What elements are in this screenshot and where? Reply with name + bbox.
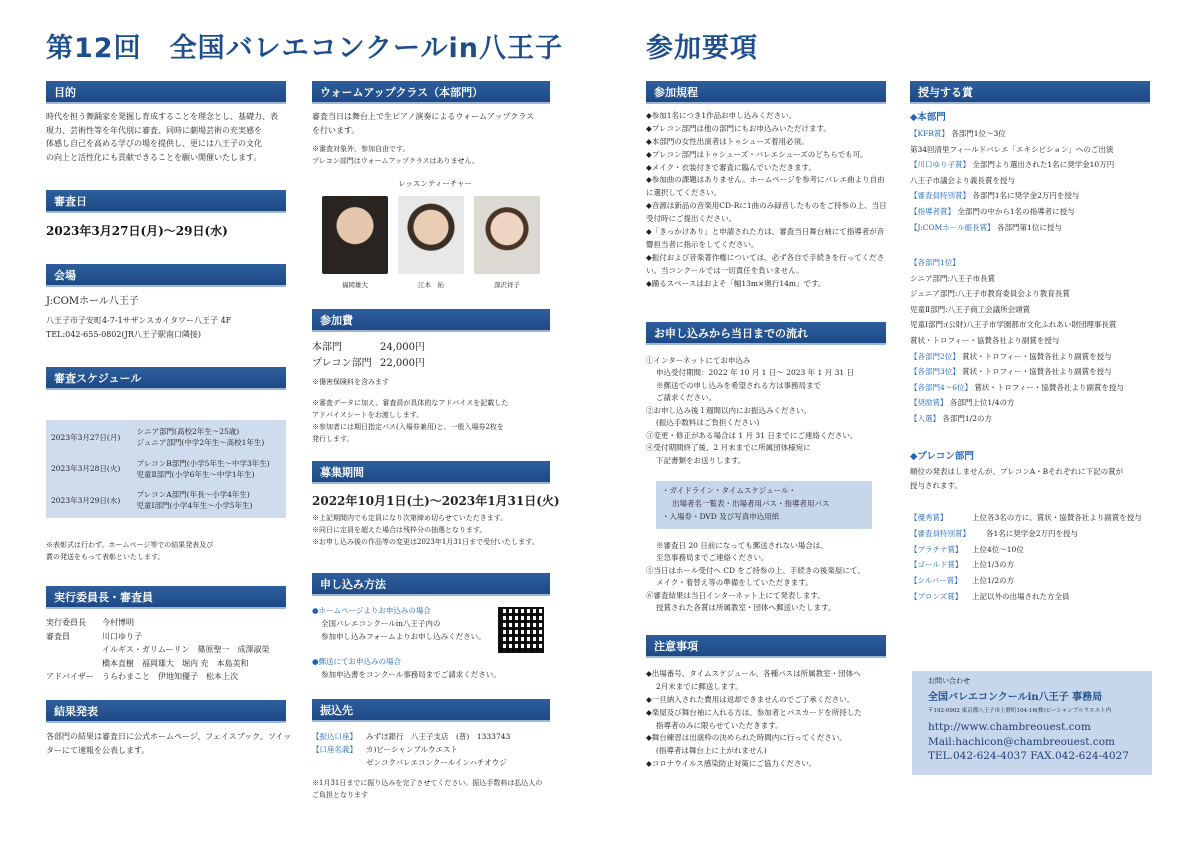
- heading-iin: 実行委員長・審査員: [46, 586, 286, 609]
- apply-post: ●郵送にてお申込みの場合 参加申込書をコンクール事務局までご請求ください。: [312, 657, 501, 679]
- contact-org: 全国バレエコンクールin八王子 事務局: [928, 692, 1103, 703]
- page-title: 第12回 全国バレエコンクールin八王子: [46, 33, 563, 64]
- awards-main-list: 【KFB賞】 各部門1位～3位 第34回清里フィールドバレエ「エキシビション」へのご出演 【川口ゆり子賞】 全部門より選出された1名に奨学金10万円 八王子市議会より義長賞を授与 【審査員特別賞】 各部門1名に奨学金2万円を授与 【指導者賞】 全部門の中から1名の指導者に授与 【J:COMホール館長賞】 各部門第1位に授与: [910, 129, 1115, 232]
- teacher-photo: [322, 196, 388, 274]
- qr-code[interactable]: [498, 607, 544, 653]
- boshu-period: 2022年10月1日(土)～2023年1月31日(火): [312, 494, 560, 508]
- contact-details: [928, 720, 1129, 764]
- heading-kaijo: 会場: [46, 264, 286, 287]
- heading-kitei: 参加規程: [646, 81, 886, 104]
- teacher-name: 江本 拓: [418, 281, 444, 289]
- contact-url[interactable]: http://www.chambreouest.com: [928, 721, 1091, 733]
- heading-sankahi: 参加費: [312, 309, 550, 332]
- committee-list: 実行委員長 今村博明 審査員 川口ゆり子 イルギス・ガリムーリン 篠原聖一 成澤淑榮 橋本直樹 福岡雄大 堀内 充 本島美和 アドバイザー うらわまこと 伊地知優子 松本上次: [46, 618, 270, 682]
- teacher-photo: [474, 196, 540, 274]
- heading-nagare: お申し込みから当日までの流れ: [646, 322, 886, 345]
- heading-awards: 授与する賞: [910, 81, 1150, 104]
- teacher-name: 深沢祥子: [494, 281, 520, 289]
- section-title: 参加要項: [646, 33, 758, 64]
- apply-web: ●ホームページよりお申込みの場合 全国バレエコンクールin八王子内の 参加申し込みフォームよりお申し込みください。: [312, 606, 486, 641]
- venue-name: J:COMホール八王子: [46, 296, 139, 307]
- table-row: 2023年3月29日(水) プレコンA部門(年長～小学4年生) 児童Ⅰ部門(小学4年生～小学5年生): [51, 490, 253, 511]
- awards-pre-list: 【優秀賞】 上位各3名の方に、賞状・協賛各社より副賞を授与 【審査員特別賞】 各1名に奨学金2万円を授与 【プラチナ賞】 上位4位～10位 【ゴールド賞】 上位1/3の方 【シルバー賞】 上位1/2の方 【ブロンズ賞】 上記以外の出場された方全員: [910, 513, 1142, 601]
- bank-info: 【振込口座】 みずほ銀行 八王子支店 (普) 1333743 【口座名義】 カ)ビーシャンブルウエスト ゼンコクバレエコンクールインハチオウジ: [312, 732, 511, 767]
- heading-furikomi: 振込先: [312, 699, 550, 722]
- warmup-notes: ※審査対象外、参加自由です。 プレコン部門はウォームアップクラスはありません。: [312, 145, 479, 165]
- contact-label: お問い合わせ: [928, 677, 970, 685]
- heading-moushikomi: 申し込み方法: [312, 573, 550, 596]
- schedule-table: [46, 420, 286, 518]
- docs-list: ・ガイドライン・タイムスケジュール・ 出場者名一覧表・出場者用パス・指導者用パス ・入場券・DVD 及び写真申込用紙: [662, 486, 830, 521]
- table-row: 2023年3月28日(火) プレコンB部門(小学5年生～中学3年生) 児童Ⅱ部門(小学6年生～中学1年生): [46, 455, 286, 484]
- contact-address: 〒192-0902 東京都八王子市上野町104-16(株)ビーシャンブルウエスト内: [928, 708, 1112, 714]
- kekka-text: 各部門の結果は審査日に公式ホームページ、フェイスブック、ツイッ ターにて速報を公表します。: [46, 732, 292, 755]
- kitei-list: ◆参加1名につき1作品お申し込みください。 ◆プレコン部門は他の部門にもお申込みいただけます。 ◆本部門の女性出演者はトゥシューズ着用必須。 ◆プレコン部門はトゥシューズ・バレエシューズのどちらでも可。 ◆メイク・衣装付きで審査に臨んでいただきます。 ◆参加曲の課題はありません。ホームページを参考にバレエ曲より自由に選択してください。 ◆音源は新品の音楽用CD-Rに1曲のみ録音したものをご持参の上、当日受付時にご提出ください。 ◆「きっかけあり」と申請された方は、審査当日舞台袖にて指導者が音響担当者に指示をしてください。 ◆振付および音楽著作権については、必ず各自で手続きを行ってください。当コンクールでは一切責任を負いません。 ◆踊るスペースはおよそ「幅13m×奥行14m」です。: [646, 111, 887, 288]
- heading-schedule: 審査スケジュール: [46, 367, 286, 390]
- fee-note: ※傷害保険料を含みます: [312, 378, 389, 386]
- heading-warmup: ウォームアップクラス（本部門）: [312, 81, 550, 104]
- fee-notes: ※審査データに加え、審査員が具体的なアドバイスを記載した アドバイスシートをお渡しします。 ※参加者には期日指定パス(入場券兼用)と、一般入場券2枚を 発行します。: [312, 399, 509, 443]
- shinsa-date: 2023年3月27日(月)～29日(水): [46, 224, 228, 238]
- awards-pre-text: 順位の発表はしませんが、プレコンA・Bそれぞれに下記の賞が 授与されます。: [910, 467, 1124, 491]
- bank-notes: ※1月31日までに振り込みを完了させてください。振込手数料は払込人の ご負担となります: [312, 779, 543, 799]
- heading-shinsabi: 審査日: [46, 190, 286, 213]
- contact-mail[interactable]: Mail:hachicon@chambreouest.com: [928, 735, 1115, 748]
- warmup-text: 審査当日は舞台上で生ピアノ演奏によるウォームアップクラス を行います。: [312, 112, 534, 135]
- boshu-notes: ※上記期間内でも定員になり次第締め切らせていただきます。 ※同日に定員を超えた場合は残枠分の抽選となります。 ※お申し込み後の作品等の変更は2023年1月31日まで受付いたします。: [312, 514, 539, 546]
- fee-list: 本部門 24,000円 プレコン部門 22,000円: [312, 342, 425, 369]
- heading-mokuteki: 目的: [46, 81, 286, 104]
- teacher-name: 福岡雄大: [342, 281, 368, 289]
- nagare-after: ※審査日 20 日前になっても郵送されない場合は、 至急事務局までご連絡ください。 ⑤当日はホール受付へ CD をご持参の上、手続きの後楽屋にて、 メイク・着替え等の準備をしていただきます。 ⑥審査結果は当日インターネット上にて発表します。 授賞された各賞は所属教室・団体へ郵送いたします。: [646, 541, 865, 613]
- awards-bumon-list: 【各部門1位】 シニア部門:八王子市長賞 ジュニア部門:八王子市教育委員会より教育長賞 児童Ⅱ部門:八王子商工会議所会頭賞 児童Ⅰ部門:(公財)八王子市学園都市文化ふれあい財団理事長賞 賞状・トロフィー・協賛各社より副賞を授与 【各部門2位】 賞状・トロフィー・協賛各社より副賞を授与 【各部門3位】 賞状・トロフィー・協賛各社より副賞を授与 【各部門4～6位】 賞状・トロフィー・協賛各社より副賞を授与 【奨励賞】 各部門上位1/4の方 【入選】 各部門1/2の方: [910, 258, 1124, 423]
- schedule-note: ※表彰式は行わず、ホームページ等での結果発表及び 賞の発送をもって表彰といたします。: [46, 541, 214, 561]
- contact-tel: TEL.042-624-4037 FAX.042-624-4027: [928, 750, 1129, 763]
- chui-list: ◆出場番号、タイムスケジュール、各種パスは所属教室・団体へ 2月末までに郵送します。 ◆一旦納入された費用は返却できませんのでご了承ください。 ◆楽屋及び舞台袖に入れる方は、参加者とパスカードを所持した 指導者のみに限らせていただきます。 ◆舞台練習は出演枠の決められた時間内に行ってください。 (指導者は舞台上に上がれません) ◆コロナウイルス感染防止対策にご協力ください。: [646, 669, 862, 769]
- heading-kekka: 結果発表: [46, 700, 286, 723]
- nagare-steps: ①インターネットにてお申込み 申込受付期間：2022 年 10 月 1 日～ 2023 年 1 月 31 日 ※郵送での申し込みを希望される方は事務局まで ご請求ください。 ②お申し込み後１週間以内にお振込みください。 (振込手数料はご負担ください) ③変更・修正がある場合は 1 月 31 日までにご連絡ください。 ④受付期間終了後、2 月末までに所属団体様宛に 下記書類をお送りします。: [646, 356, 858, 465]
- mokuteki-text: 時代を担う舞踊家を発掘し育成することを理念とし、基礎力、表 現力、芸術性等を年代別に審査、同時に劇場芸術の充実感を 体感し自己を高める学びの場を提供し、更には八王子の文化 の向上と活性化にも貢献できることを願い開催いたします。: [46, 112, 278, 162]
- heading-boshu: 募集期間: [312, 461, 550, 484]
- table-row: 2023年3月27日(月) シニア部門(高校2年生～25歳) ジュニア部門(中学2年生～高校1年生): [51, 427, 265, 448]
- teacher-photo: [398, 196, 464, 274]
- teacher-label: レッスンティーチャー: [398, 179, 473, 188]
- awards-pre-heading: ◆プレコン部門: [910, 451, 974, 462]
- venue-address: 八王子市子安町4-7-1サザンスカイタワー八王子 4F TEL:042-655-0802(JR八王子駅南口隣接): [46, 316, 232, 339]
- heading-chui: 注意事項: [646, 635, 886, 658]
- awards-main-heading: ◆本部門: [910, 112, 946, 123]
